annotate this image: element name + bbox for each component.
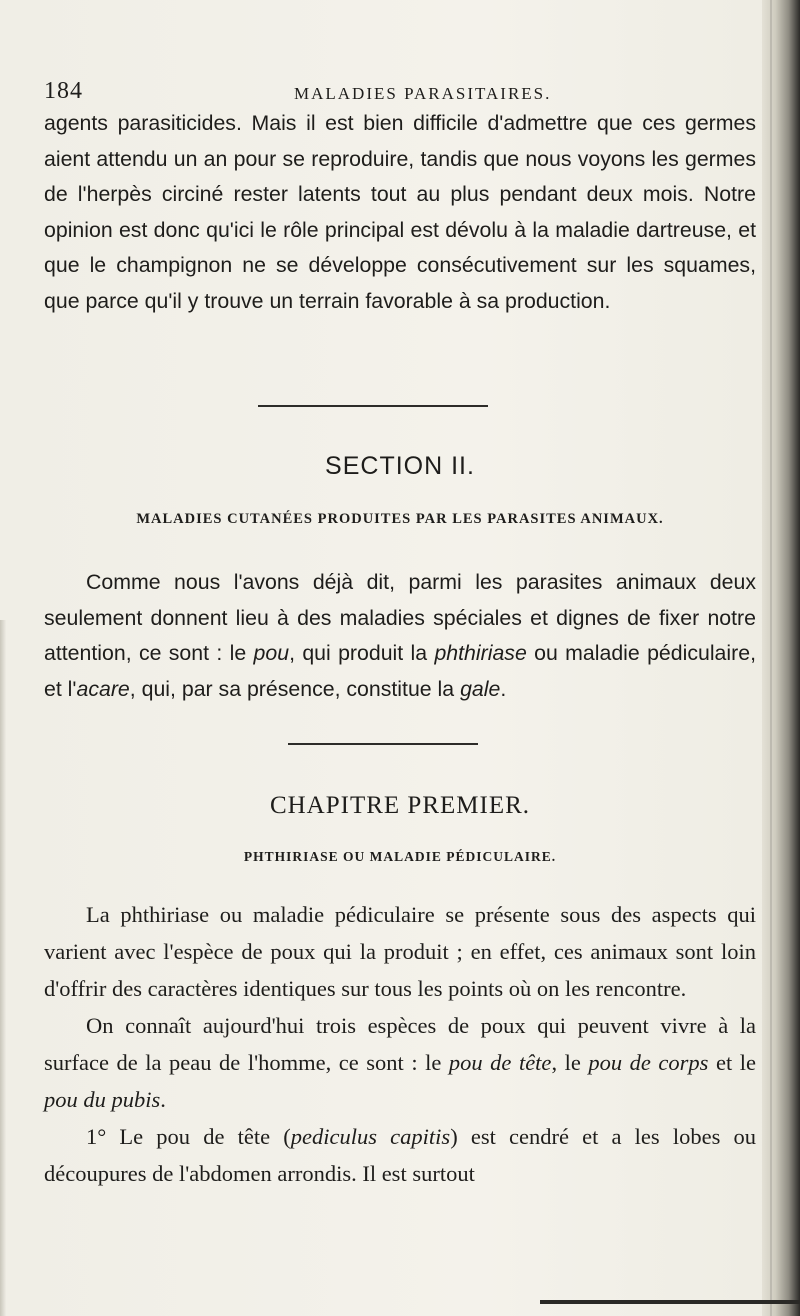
section-intro-block [44,565,756,707]
chapter-paragraph-3 [44,1118,756,1192]
chapter-subtitle: PHTHIRIASE OU MALADIE PÉDICULAIRE. [243,849,557,864]
text-run: et le [708,1050,756,1075]
italic-term: phthiriase [434,641,527,666]
chapter-divider-rule [288,743,478,745]
italic-term: pou de corps [588,1050,709,1075]
text-run: 1° Le pou de tête ( [86,1124,291,1149]
italic-term: pou [253,641,290,666]
running-header [44,78,744,108]
running-title: MALADIES PARASITAIRES. [294,84,552,103]
italic-term: pediculus capitis [290,1124,451,1149]
chapter-title: CHAPITRE PREMIER. [269,792,531,819]
italic-term: acare [76,676,130,701]
italic-term: pou du pubis [44,1087,161,1112]
italic-term: pou de tête [448,1050,552,1075]
book-binding-gutter [762,0,800,1316]
section-paragraph [44,565,756,707]
page-left-edge-shadow [0,620,6,1316]
chapter-body [44,896,756,1192]
text-run: Comme nous l'avons déjà dit, parmi les parasites animaux deux seulement donnent lieu à des maladies spéciales et dignes de fixer notre attention, ce sont : le [44,570,756,666]
text-run: , le [551,1050,589,1075]
text-run: . [500,676,507,701]
intro-block [44,106,756,320]
text-run: ) est cendré et a les lobes ou découpures de l'abdomen arrondis. Il est surtout [44,1124,757,1186]
italic-term: gale [460,676,501,701]
intro-paragraph: agents parasiticides. Mais il est bien difficile d'admettre que ces germes aient attendu un an pour se reproduire, tandis que nous voyons les germes de l'herpès circiné rester latents tout au plus pendant deux mois. Notre opinion est donc qu'ici le rôle principal est dévolu à la maladie dartreuse, et que le champignon ne se développe consécutivement sur les squames, que parce qu'il y trouve un terrain favorable à sa production. [44,111,756,313]
text-run: . [160,1087,166,1112]
section-divider-rule [258,405,488,407]
text-run: , qui, par sa présence, constitue la [129,676,461,701]
text-run: , qui produit la [289,641,435,666]
page-bottom-edge [540,1300,800,1304]
section-subtitle: MALADIES CUTANÉES PRODUITES PAR LES PARASITES ANIMAUX. [136,511,664,527]
gutter-shadow-line [770,0,772,1316]
section-title: SECTION II. [325,452,475,480]
text-run: On connaît aujourd'hui trois espèces de poux qui peuvent vivre à la surface de la peau de l'homme, ce sont : le [44,1013,756,1075]
text-run: ou maladie pédiculaire, et l' [44,641,756,701]
chapter-paragraph-2 [44,1007,756,1118]
page-number: 184 [44,78,83,104]
chapter-paragraph-1: La phthiriase ou maladie pédiculaire se présente sous des aspects qui varient avec l'espèce de poux qui la produit ; en effet, ces animaux sont loin d'offrir des caractères identiques sur tous les points où on les rencontre. [44,902,756,1001]
